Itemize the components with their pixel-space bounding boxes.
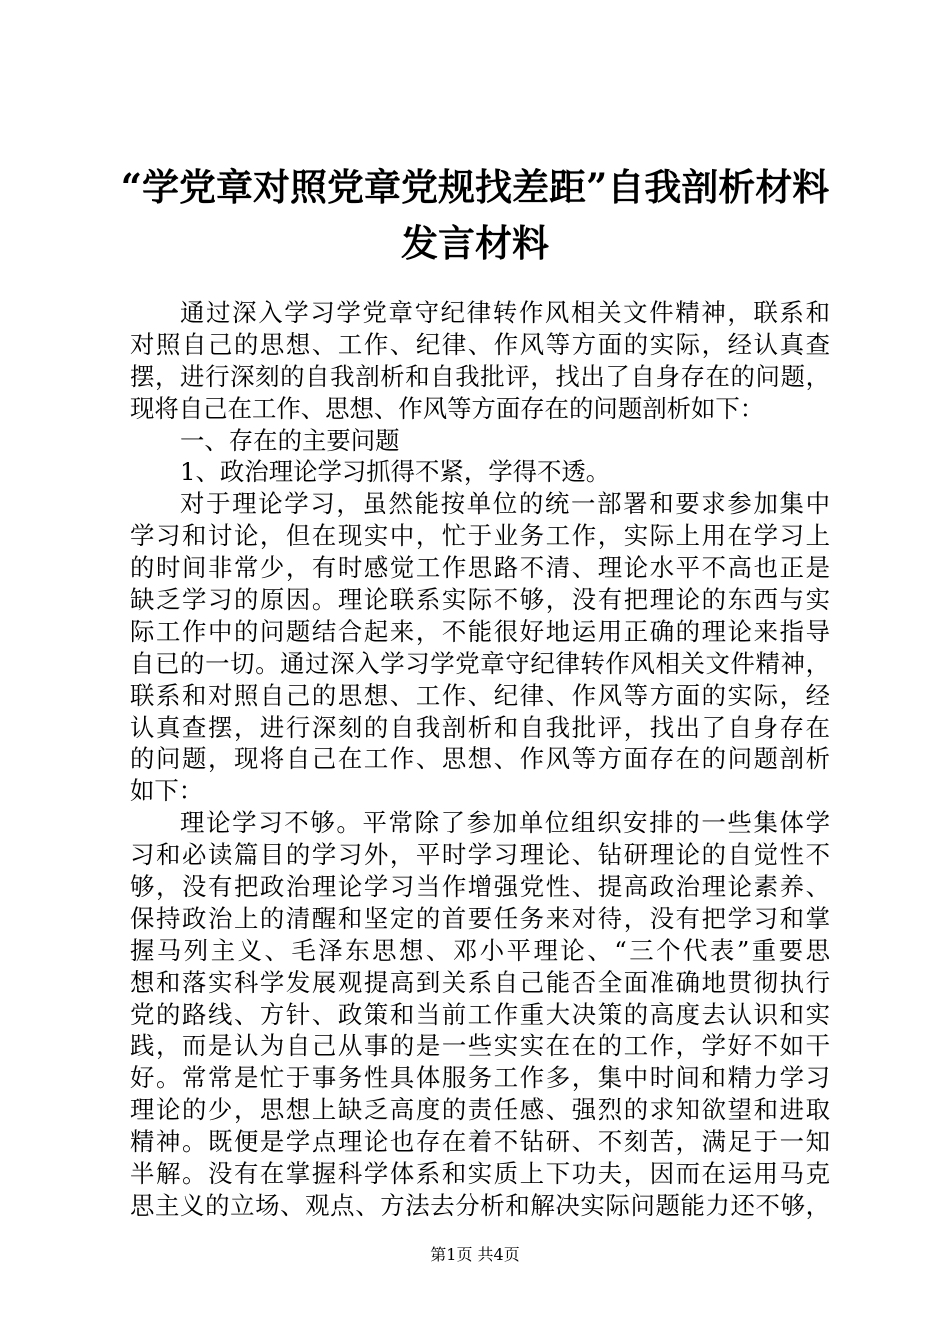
body-text-line: 对于理论学习，虽然能按单位的统一部署和要求参加集中 [180,489,830,519]
page-footer: 第1页 共4页 [430,1245,520,1264]
body-text-line: 习和必读篇目的学习外，平时学习理论、钻研理论的自觉性不 [130,840,830,870]
body-text-line: 现将自己在工作、思想、作风等方面存在的问题剖析如下： [130,393,765,423]
body-text-line: 自已的一切。通过深入学习学党章守纪律转作风相关文件精神， [130,648,830,678]
body-text-line: 认真查摆，进行深刻的自我剖析和自我批评，找出了自身存在 [130,712,830,742]
document-title-line-2: 发言材料 [401,221,549,265]
document-title-line-1: “学党章对照党章党规找差距”自我剖析材料 [120,165,830,209]
body-text-line: 学习和讨论，但在现实中，忙于业务工作，实际上用在学习上 [130,521,830,551]
body-text-line: 一、存在的主要问题 [180,425,400,455]
body-text-line: 握马列主义、毛泽东思想、邓小平理论、“三个代表”重要思 [130,935,830,965]
body-text-line: 对照自己的思想、工作、纪律、作风等方面的实际，经认真查 [130,329,830,359]
body-text-line: 通过深入学习学党章守纪律转作风相关文件精神，联系和 [180,298,830,327]
body-text-line: 想和落实科学发展观提高到关系自己能否全面准确地贯彻执行 [130,967,830,997]
document-body [130,297,830,1222]
body-text-line: 践，而是认为自己从事的是一些实实在在的工作，学好不如干 [130,1031,830,1061]
body-text-line: 摆，进行深刻的自我剖析和自我批评，找出了自身存在的问题， [130,361,830,391]
body-text-line: 联系和对照自己的思想、工作、纪律、作风等方面的实际，经 [130,680,830,710]
body-text-line: 理论的少，思想上缺乏高度的责任感、强烈的求知欲望和进取 [130,1095,830,1125]
body-text-line: 半解。没有在掌握科学体系和实质上下功夫，因而在运用马克 [130,1159,830,1189]
body-text-line: 理论学习不够。平常除了参加单位组织安排的一些集体学 [180,808,830,838]
body-text-line: 的时间非常少，有时感觉工作思路不清、理论水平不高也正是 [130,553,830,583]
body-text-line: 如下： [130,776,204,806]
body-text-line: 缺乏学习的原因。理论联系实际不够，没有把理论的东西与实 [130,585,830,615]
body-text-line: 思主义的立场、观点、方法去分析和解决实际问题能力还不够， [130,1190,830,1220]
body-text-line: 的问题，现将自己在工作、思想、作风等方面存在的问题剖析 [130,744,830,774]
body-text-line: 际工作中的问题结合起来，不能很好地运用正确的理论来指导 [130,616,830,646]
body-text-line: 保持政治上的清醒和坚定的首要任务来对待，没有把学习和掌 [130,903,830,933]
body-text-line: 好。常常是忙于事务性具体服务工作多，集中时间和精力学习 [130,1063,830,1093]
body-text-line: 精神。既便是学点理论也存在着不钻研、不刻苦，满足于一知 [130,1127,830,1157]
body-text-line: 够，没有把政治理论学习当作增强党性、提高政治理论素养、 [130,872,830,902]
body-text-line: 1、政治理论学习抓得不紧，学得不透。 [180,457,611,487]
body-text-line: 党的路线、方针、政策和当前工作重大决策的高度去认识和实 [130,999,830,1029]
